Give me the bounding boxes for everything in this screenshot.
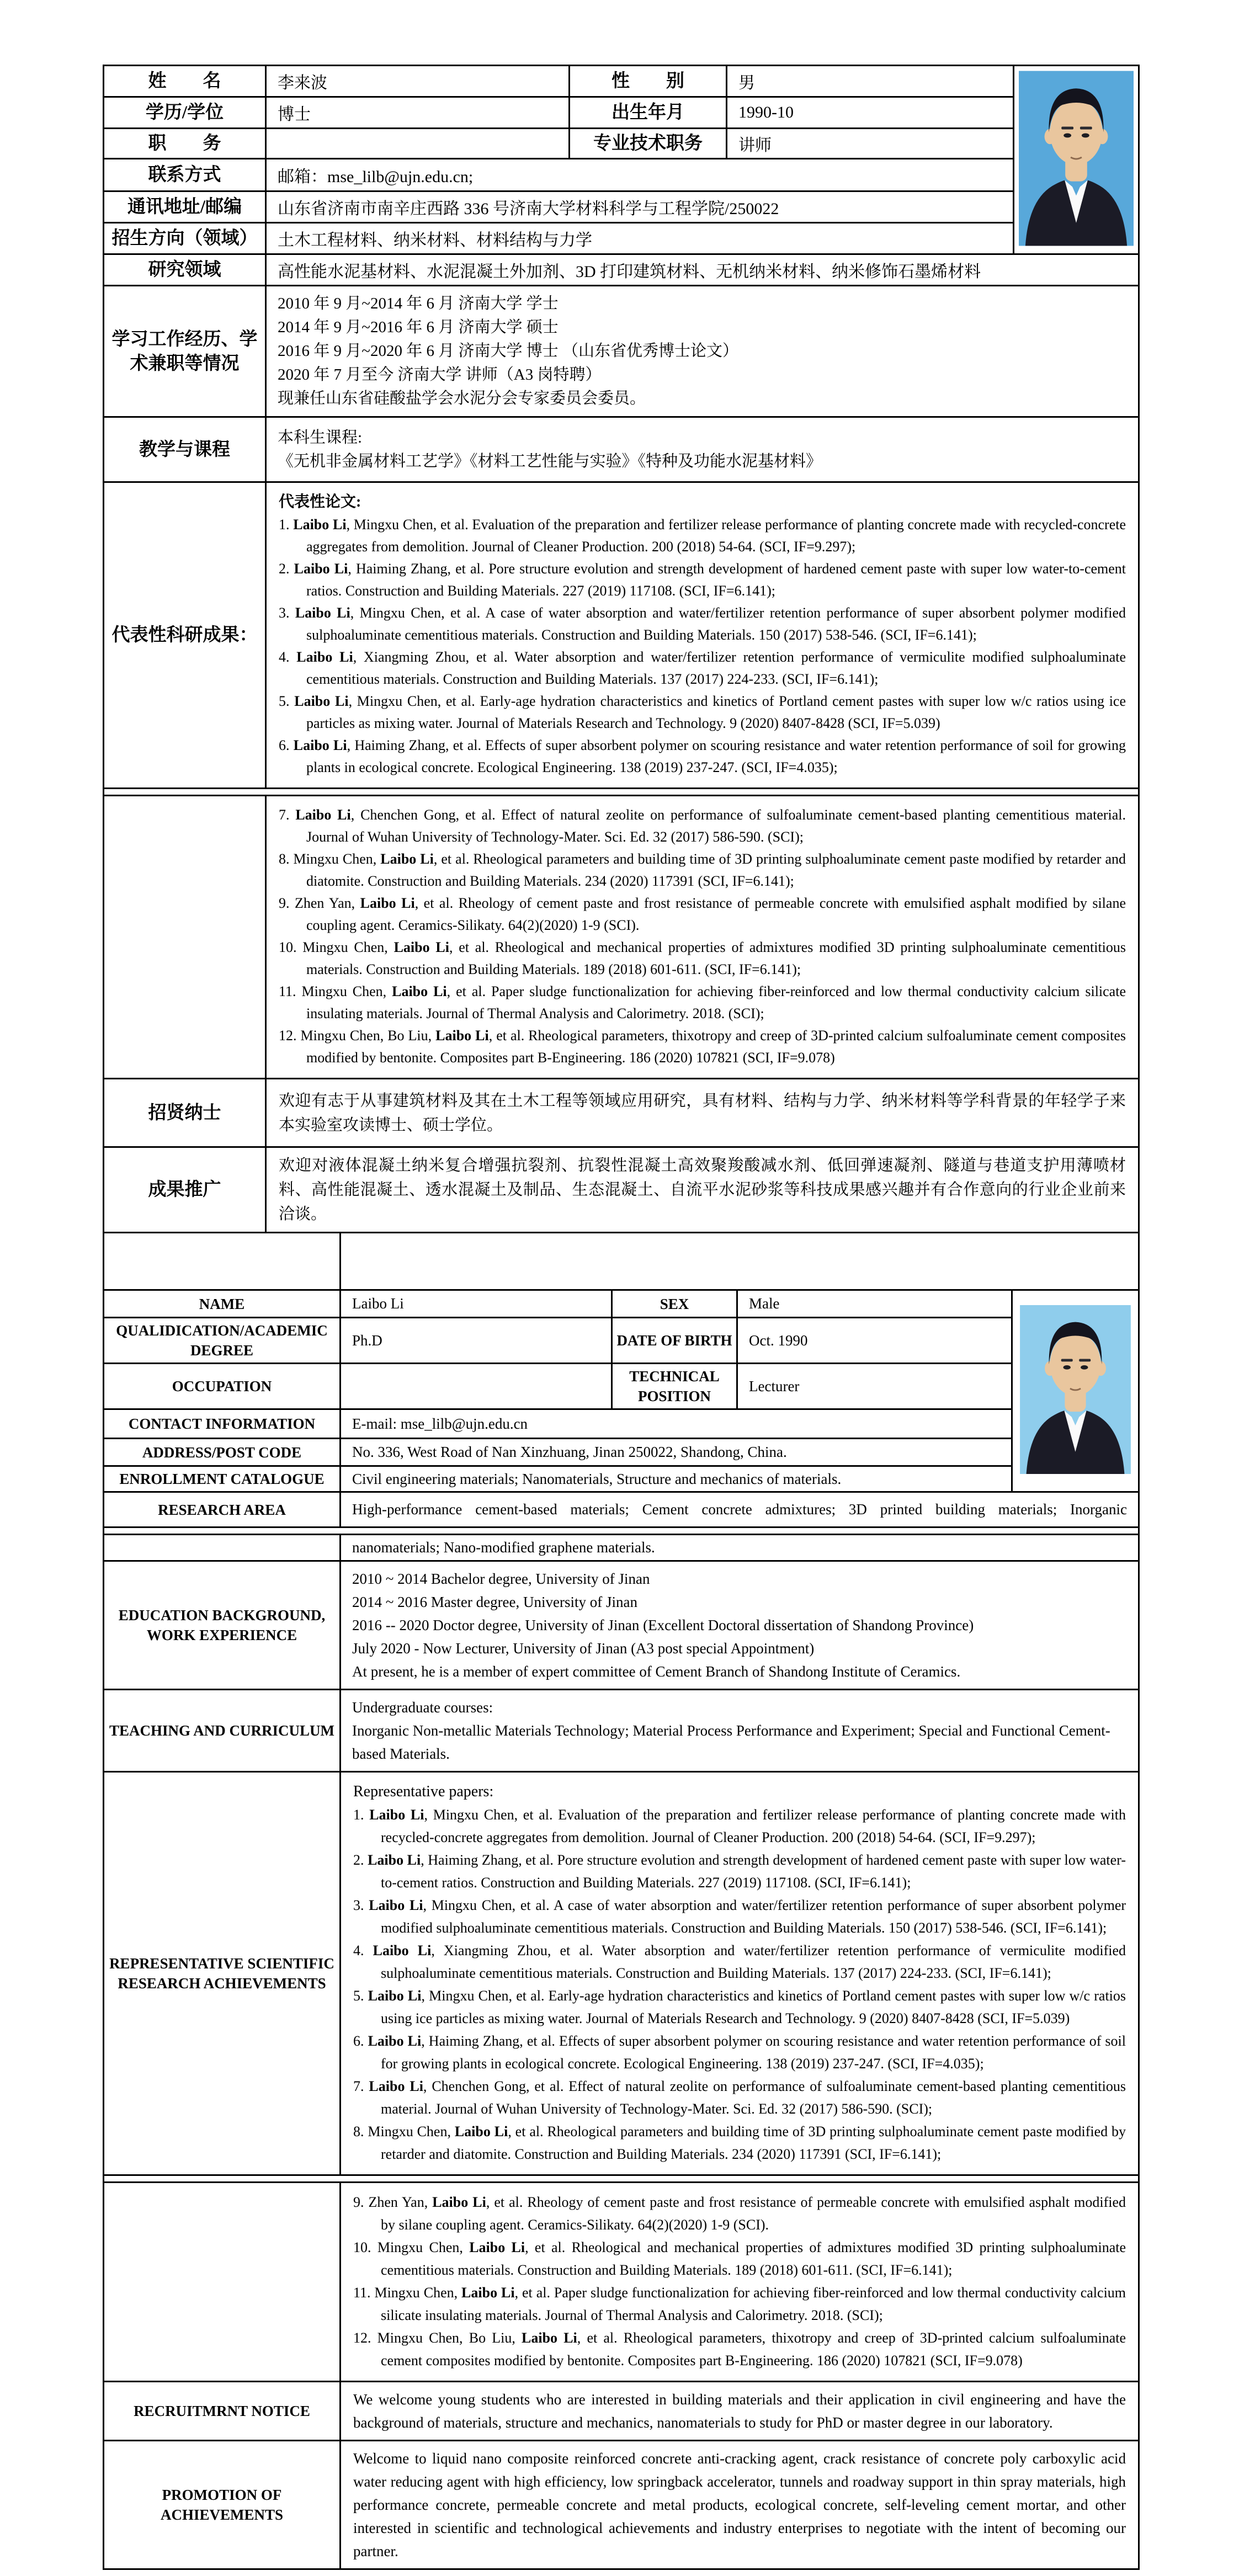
- en-occupation-value: [341, 1364, 612, 1409]
- zh-teaching-label: 教学与课程: [104, 417, 266, 482]
- eyebrow: [1061, 1359, 1073, 1362]
- text-line: 2010 ~ 2014 Bachelor degree, University of Jinan: [352, 1571, 650, 1587]
- portrait-photo: [1019, 1305, 1132, 1474]
- en-education-label: EDUCATION BACKGROUND, WORK EXPERIENCE: [104, 1561, 341, 1690]
- text-line: 2014 ~ 2016 Master degree, University of Jinan: [352, 1594, 637, 1610]
- paper-item: 9. Zhen Yan, Laibo Li, et al. Rheology of cement paste and frost resistance of permeable concrete with emulsified asphalt modified by silane coupling agent. Ceramics-Silikaty. 64(2)(2020) 1-9 (SCI).: [353, 2194, 1126, 2233]
- en-tech-label: TECHNICAL POSITION: [612, 1364, 737, 1409]
- paper-item: 8. Mingxu Chen, Laibo Li, et al. Rheological parameters and building time of 3D printing sulphoaluminate cement paste modified by retarder and diatomite. Construction and Building Materials. 234 (2020) 117391 (SCI, IF=6.141);: [353, 2123, 1126, 2162]
- en-sex-label: SEX: [612, 1290, 737, 1318]
- zh-achievements-label-empty: [104, 796, 266, 1079]
- zh-sex-label: 性 别: [570, 66, 727, 97]
- page-break-divider: [104, 789, 1139, 796]
- en-teaching-value: [341, 1690, 1139, 1772]
- table-row: [104, 1439, 1139, 1466]
- en-contact-value: E-mail: mse_lilb@ujn.edu.cn: [341, 1409, 1012, 1439]
- en-sex-value: Male: [737, 1290, 1012, 1318]
- table-row: [104, 2441, 1139, 2569]
- paper-item: 3. Laibo Li, Mingxu Chen, et al. A case of water absorption and water/fertilizer retention performance of super absorbent polymer modified sulphoaluminate cementitious materials. Construction and Building Materials. 150 (2017) 538-546. (SCI, IF=6.141);: [353, 1897, 1126, 1936]
- paper-item: 6. Laibo Li, Haiming Zhang, et al. Effects of super absorbent polymer on scouring resistance and water retention performance of soil for growing plants in ecological concrete. Ecological Engineering. 138 (2019) 237-247. (SCI, IF=4.035);: [353, 2033, 1126, 2072]
- zh-name-value: 李来波: [266, 66, 570, 97]
- papers-sublabel: 代表性论文:: [279, 493, 361, 510]
- eye: [1082, 133, 1089, 137]
- paper-item: 6. Laibo Li, Haiming Zhang, et al. Effects of super absorbent polymer on scouring resistance and water retention performance of soil for growing plants in ecological concrete. Ecological Engineering. 138 (2019) 237-247. (SCI, IF=4.035);: [279, 737, 1126, 775]
- en-research-value-part2: nanomaterials; Nano-modified graphene materials.: [341, 1535, 1139, 1561]
- zh-teaching-value: [266, 417, 1139, 482]
- text-line: Inorganic Non-metallic Materials Technology; Material Process Performance and Experiment; Special and Functional Cement-based Materials.: [352, 1722, 1110, 1762]
- en-enrollment-label: ENROLLMENT CATALOGUE: [104, 1466, 341, 1492]
- zh-name-label: 姓 名: [104, 66, 266, 97]
- text-line: 现兼任山东省硅酸盐学会水泥分会专家委员会委员。: [278, 390, 646, 407]
- paper-item: 2. Laibo Li, Haiming Zhang, et al. Pore structure evolution and strength development of hardened cement paste with super low water-to-cement ratios. Construction and Building Materials. 227 (2019) 117108. (SCI, IF=6.141);: [279, 561, 1126, 599]
- en-recruit-value: We welcome young students who are interested in building materials and their application in civil engineering and have the background of materials, structure and mechanics, nanomaterials to study for PhD or master degree in our laboratory.: [341, 2382, 1139, 2441]
- zh-experience-label: 学习工作经历、学术兼职等情况: [104, 286, 266, 417]
- en-promotion-label: PROMOTION OF ACHIEVEMENTS: [104, 2441, 341, 2569]
- en-empty-label: [104, 1233, 341, 1290]
- zh-admission-label: 招生方向（领域）: [104, 222, 266, 254]
- zh-tech-label: 专业技术职务: [570, 128, 727, 158]
- en-achievements-label-empty: [104, 2183, 341, 2382]
- table-row: [104, 1318, 1139, 1364]
- en-promotion-value: Welcome to liquid nano composite reinforced concrete anti-cracking agent, crack resistance of concrete poly carboxylic acid water reducing agent with high efficiency, low springback accelerator, tunnels and roadway support in thin spray materials, high performance concrete, permeable concrete and metal products, ecological concrete, self-leveling cement mortar, and other interested in scientific and technological achievements and industry enterprises to negotiate with the intent of becoming our partner.: [341, 2441, 1139, 2569]
- zh-address-value: 山东省济南市南辛庄西路 336 号济南大学材料科学与工程学院/250022: [266, 191, 1014, 222]
- eyebrow: [1079, 1359, 1091, 1362]
- zh-papers-part2: [266, 796, 1139, 1079]
- paper-item: 5. Laibo Li, Mingxu Chen, et al. Early-age hydration characteristics and kinetics of Portland cement pastes with super low w/c ratios using ice particles as mixing water. Journal of Materials Research and Technology. 9 (2020) 8407-8428 (SCI, IF=5.039): [353, 1988, 1126, 2026]
- eyebrow: [1061, 127, 1073, 130]
- table-row: [104, 66, 1139, 97]
- en-address-value: No. 336, West Road of Nan Xinzhuang, Jinan 250022, Shandong, China.: [341, 1439, 1012, 1466]
- table-row: [104, 222, 1139, 254]
- zh-promotion-value: 欢迎对液体混凝土纳米复合增强抗裂剂、抗裂性混凝土高效聚羧酸减水剂、低回弹速凝剂、隧道与巷道支护用薄喷材料、高性能混凝土、透水混凝土及制品、生态混凝土、自流平水泥砂浆等科技成果感兴趣并有合作意向的行业企业前来洽谈。: [266, 1147, 1139, 1233]
- table-row: [104, 1079, 1139, 1147]
- zh-tech-value: 讲师: [727, 128, 1014, 158]
- zh-photo-cell: [1014, 66, 1139, 254]
- text-line: At present, he is a member of expert committee of Cement Branch of Shandong Institute of Ceramics.: [352, 1663, 961, 1680]
- zh-experience-value: [266, 286, 1139, 417]
- table-row: [104, 2382, 1139, 2441]
- en-name-value: Laibo Li: [341, 1290, 612, 1318]
- paper-item: 4. Laibo Li, Xiangming Zhou, et al. Water absorption and water/fertilizer retention performance of vermiculite modified sulphoaluminate cementitious materials. Construction and Building Materials. 137 (2017) 224-233. (SCI, IF=6.141);: [279, 649, 1126, 687]
- en-research-label: RESEARCH AREA: [104, 1492, 341, 1527]
- table-row: [104, 1147, 1139, 1233]
- paper-item: 11. Mingxu Chen, Laibo Li, et al. Paper sludge functionalization for achieving fiber-reinforced and low thermal conductivity calcium silicate insulating materials. Journal of Thermal Analysis and Calorimetry. 2018. (SCI);: [353, 2285, 1126, 2323]
- text-line: 2016 -- 2020 Doctor degree, University of Jinan (Excellent Doctoral dissertation of Shandong Province): [352, 1617, 974, 1633]
- zh-recruit-label: 招贤纳士: [104, 1079, 266, 1147]
- en-birth-value: Oct. 1990: [737, 1318, 1012, 1364]
- en-achievements-label: REPRESENTATIVE SCIENTIFIC RESEARCH ACHIEVEMENTS: [104, 1772, 341, 2175]
- page-break-divider: [104, 2175, 1139, 2183]
- en-occupation-label: OCCUPATION: [104, 1364, 341, 1409]
- en-birth-label: DATE OF BIRTH: [612, 1318, 737, 1364]
- en-enrollment-value: Civil engineering materials; Nanomaterials, Structure and mechanics of materials.: [341, 1466, 1012, 1492]
- english-profile-table: [103, 1232, 1140, 2570]
- en-photo-cell: [1012, 1290, 1139, 1492]
- table-row: [104, 97, 1139, 128]
- zh-duty-label: 职 务: [104, 128, 266, 158]
- en-recruit-label: RECRUITMRNT NOTICE: [104, 2382, 341, 2441]
- table-row: [104, 1409, 1139, 1439]
- paper-item: 7. Laibo Li, Chenchen Gong, et al. Effect of natural zeolite on performance of sulfoaluminate cement-based planting cementitious material. Journal of Wuhan University of Technology-Mater. Sci. Ed. 32 (2017) 586-590. (SCI);: [353, 2078, 1126, 2117]
- eye: [1081, 1365, 1088, 1370]
- text-line: 2016 年 9 月~2020 年 6 月 济南大学 博士 （山东省优秀博士论文）: [278, 342, 738, 360]
- text-line: 2010 年 9 月~2014 年 6 月 济南大学 学士: [278, 295, 559, 312]
- eyebrow: [1080, 127, 1092, 130]
- portrait-photo: [1019, 71, 1134, 246]
- zh-birth-value: 1990-10: [727, 97, 1014, 128]
- en-papers-part2: [341, 2183, 1139, 2382]
- zh-degree-label: 学历/学位: [104, 97, 266, 128]
- table-row: [104, 128, 1139, 158]
- table-row: [104, 1492, 1139, 1527]
- paper-list: [279, 804, 1126, 1069]
- en-research-label-empty: [104, 1535, 341, 1561]
- paper-item: 12. Mingxu Chen, Bo Liu, Laibo Li, et al. Rheological parameters, thixotropy and creep of 3D-printed calcium sulfoaluminate cement composites modified by bentonite. Composites part B-Engineering. 186 (2020) 107821 (SCI, IF=9.078): [353, 2330, 1126, 2369]
- page-break-gap: [104, 2175, 1139, 2183]
- eye: [1063, 1365, 1071, 1370]
- paper-item: 8. Mingxu Chen, Laibo Li, et al. Rheological parameters and building time of 3D printing sulphoaluminate cement paste modified by retarder and diatomite. Construction and Building Materials. 234 (2020) 117391 (SCI, IF=6.141);: [279, 851, 1126, 889]
- table-row: [104, 1690, 1139, 1772]
- zh-research-label: 研究领域: [104, 254, 266, 286]
- paper-item: 7. Laibo Li, Chenchen Gong, et al. Effect of natural zeolite on performance of sulfoaluminate cement-based planting cementitious material. Journal of Wuhan University of Technology-Mater. Sci. Ed. 32 (2017) 586-590. (SCI);: [279, 807, 1126, 845]
- table-row: [104, 254, 1139, 286]
- face: [1050, 99, 1102, 165]
- table-row: [104, 1535, 1139, 1561]
- en-empty-cell: [341, 1233, 1139, 1290]
- paper-item: 2. Laibo Li, Haiming Zhang, et al. Pore structure evolution and strength development of hardened cement paste with super low water-to-cement ratios. Construction and Building Materials. 227 (2019) 117108. (SCI, IF=6.141);: [353, 1852, 1126, 1891]
- zh-duty-value: [266, 128, 570, 158]
- en-degree-value: Ph.D: [341, 1318, 612, 1364]
- zh-degree-value: 博士: [266, 97, 570, 128]
- paper-item: 1. Laibo Li, Mingxu Chen, et al. Evaluation of the preparation and fertilizer release performance of planting concrete made with recycled-concrete aggregates from demolition. Journal of Cleaner Production. 200 (2018) 54-64. (SCI, IF=9.297);: [279, 517, 1126, 555]
- table-row: [104, 417, 1139, 482]
- zh-promotion-label: 成果推广: [104, 1147, 266, 1233]
- en-contact-label: CONTACT INFORMATION: [104, 1409, 341, 1439]
- zh-achievements-label: 代表性科研成果：: [104, 482, 266, 789]
- text-line: 2020 年 7 月至今 济南大学 讲师（A3 岗特聘）: [278, 366, 602, 384]
- paper-item: 12. Mingxu Chen, Bo Liu, Laibo Li, et al. Rheological parameters, thixotropy and creep of 3D-printed calcium sulfoaluminate cement composites modified by bentonite. Composites part B-Engineering. 186 (2020) 107821 (SCI, IF=9.078): [279, 1028, 1126, 1066]
- chinese-profile-table: [103, 65, 1140, 1233]
- table-row: [104, 191, 1139, 222]
- text-line: July 2020 - Now Lecturer, University of Jinan (A3 post special Appointment): [352, 1640, 815, 1657]
- text-line: Undergraduate courses:: [352, 1699, 493, 1716]
- paper-item: 10. Mingxu Chen, Laibo Li, et al. Rheological and mechanical properties of admixtures modified 3D printing sulphoaluminate cementitious materials. Construction and Building Materials. 189 (2018) 601-611. (SCI, IF=6.141);: [353, 2239, 1126, 2278]
- table-row: [104, 2183, 1139, 2382]
- zh-address-label: 通讯地址/邮编: [104, 191, 266, 222]
- en-degree-label: QUALIDICATION/ACADEMIC DEGREE: [104, 1318, 341, 1364]
- en-address-label: ADDRESS/POST CODE: [104, 1439, 341, 1466]
- page-break-gap: [104, 1527, 1139, 1535]
- paper-item: 9. Zhen Yan, Laibo Li, et al. Rheology of cement paste and frost resistance of permeable concrete with emulsified asphalt modified by silane coupling agent. Ceramics-Silikaty. 64(2)(2020) 1-9 (SCI).: [279, 895, 1126, 933]
- eye: [1063, 133, 1071, 137]
- en-papers-part1: [341, 1772, 1139, 2175]
- en-research-value-part1: High-performance cement-based materials; Cement concrete admixtures; 3D printed building materials; Inorganic: [341, 1492, 1139, 1527]
- table-row: [104, 158, 1139, 191]
- paper-list: [279, 514, 1126, 779]
- text-line: 2014 年 9 月~2016 年 6 月 济南大学 硕士: [278, 318, 559, 336]
- table-row: [104, 286, 1139, 417]
- paper-list: [353, 1803, 1126, 2165]
- en-tech-value: Lecturer: [737, 1364, 1012, 1409]
- table-row: [104, 1772, 1139, 2175]
- zh-admission-value: 土木工程材料、纳米材料、材料结构与力学: [266, 222, 1014, 254]
- table-row: [104, 1364, 1139, 1409]
- paper-list: [353, 2191, 1126, 2372]
- zh-contact-label: 联系方式: [104, 158, 266, 191]
- paper-item: 4. Laibo Li, Xiangming Zhou, et al. Water absorption and water/fertilizer retention performance of vermiculite modified sulphoaluminate cementitious materials. Construction and Building Materials. 137 (2017) 224-233. (SCI, IF=6.141);: [353, 1942, 1126, 1981]
- table-row: [104, 482, 1139, 789]
- papers-sublabel: Representative papers:: [353, 1783, 494, 1800]
- paper-item: 1. Laibo Li, Mingxu Chen, et al. Evaluation of the preparation and fertilizer release performance of planting concrete made with recycled-concrete aggregates from demolition. Journal of Cleaner Production. 200 (2018) 54-64. (SCI, IF=9.297);: [353, 1807, 1126, 1845]
- table-row: [104, 1290, 1139, 1318]
- paper-item: 11. Mingxu Chen, Laibo Li, et al. Paper sludge functionalization for achieving fiber-reinforced and low thermal conductivity calcium silicate insulating materials. Journal of Thermal Analysis and Calorimetry. 2018. (SCI);: [279, 983, 1126, 1021]
- zh-research-value: 高性能水泥基材料、水泥混凝土外加剂、3D 打印建筑材料、无机纳米材料、纳米修饰石墨烯材料: [266, 254, 1139, 286]
- paper-item: 3. Laibo Li, Mingxu Chen, et al. A case of water absorption and water/fertilizer retention performance of super absorbent polymer modified sulphoaluminate cementitious materials. Construction and Building Materials. 150 (2017) 538-546. (SCI, IF=6.141);: [279, 605, 1126, 643]
- zh-contact-value: 邮箱：mse_lilb@ujn.edu.cn;: [266, 158, 1014, 191]
- en-education-value: [341, 1561, 1139, 1690]
- zh-sex-value: 男: [727, 66, 1014, 97]
- zh-birth-label: 出生年月: [570, 97, 727, 128]
- face: [1050, 1333, 1101, 1396]
- table-row: [104, 1466, 1139, 1492]
- page-break-gap: [104, 789, 1139, 796]
- table-row: [104, 796, 1139, 1079]
- page-break-divider: [104, 1527, 1139, 1535]
- table-row: [104, 1561, 1139, 1690]
- table-row: [104, 1233, 1139, 1290]
- en-name-label: NAME: [104, 1290, 341, 1318]
- zh-recruit-value: 欢迎有志于从事建筑材料及其在土木工程等领域应用研究，具有材料、结构与力学、纳米材料等学科背景的年轻学子来本实验室攻读博士、硕士学位。: [266, 1079, 1139, 1147]
- zh-papers-part1: [266, 482, 1139, 789]
- paper-item: 5. Laibo Li, Mingxu Chen, et al. Early-age hydration characteristics and kinetics of Portland cement pastes with super low w/c ratios using ice particles as mixing water. Journal of Materials Research and Technology. 9 (2020) 8407-8428 (SCI, IF=5.039): [279, 693, 1126, 731]
- en-teaching-label: TEACHING AND CURRICULUM: [104, 1690, 341, 1772]
- paper-item: 10. Mingxu Chen, Laibo Li, et al. Rheological and mechanical properties of admixtures modified 3D printing sulphoaluminate cementitious materials. Construction and Building Materials. 189 (2018) 601-611. (SCI, IF=6.141);: [279, 939, 1126, 977]
- text-line: 《无机非金属材料工艺学》《材料工艺性能与实验》《特种及功能水泥基材料》: [278, 452, 822, 470]
- cv-document: [103, 65, 1138, 2570]
- text-line: 本科生课程:: [278, 428, 363, 446]
